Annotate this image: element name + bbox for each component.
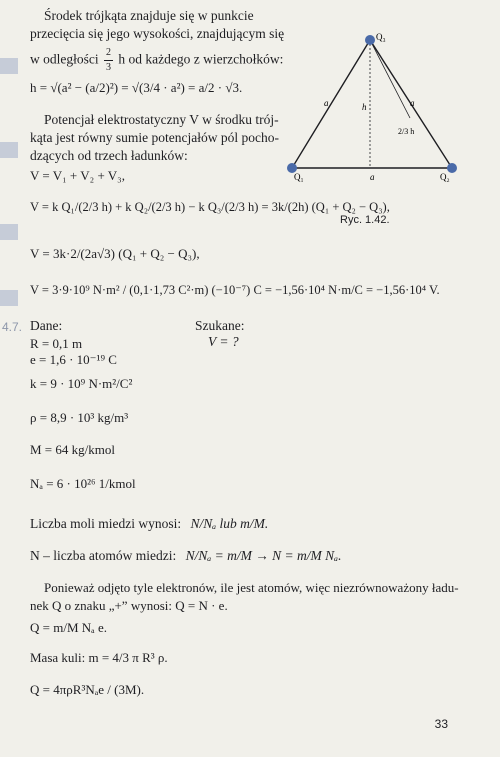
given-rho: ρ = 8,9 · 10³ kg/m³	[30, 410, 129, 425]
atoms-text: N – liczba atomów miedzi:	[30, 548, 177, 563]
dane-label: Dane:	[30, 318, 63, 333]
para2-line-2: nek Q o znaku „+” wynosi: Q = N · e.	[30, 598, 228, 613]
szukane-value: V = ?	[208, 334, 239, 349]
label-a-right: a	[410, 98, 415, 108]
label-two-thirds-h: 2/3 h	[398, 127, 415, 136]
atoms-line	[30, 548, 341, 564]
two-thirds-fraction: $\frac{2}{3}$	[106, 47, 111, 73]
problem-number: 4.7.	[2, 320, 23, 334]
para1-line-2: kąta jest równy sumie potencjałów pól pocho-	[30, 130, 279, 145]
para1-line-1: Potencjał elektrostatyczny V w środku trój-	[44, 112, 279, 127]
label-a-left: a	[324, 98, 329, 108]
intro-line-3-text: w odległości	[30, 51, 99, 67]
given-m: M = 64 kg/kmol	[30, 442, 115, 457]
eq-q-first: Q = m/M Nₐ e.	[30, 620, 107, 635]
edge-marker	[0, 290, 18, 306]
median-line	[370, 40, 410, 118]
para1-line-3: dzących od trzech ładunków:	[30, 148, 188, 163]
edge-marker	[0, 142, 18, 158]
edge-marker	[0, 58, 18, 74]
eq-v-sum: V = V₁ + V₂ + V₃,	[30, 168, 125, 183]
atoms-formula: N/Nₐ = m/M → N = m/M Nₐ.	[185, 548, 342, 563]
intro-line-1: Środek trójkąta znajduje się w punkcie	[44, 8, 254, 23]
mass-formula: Masa kuli: m = 4/3 π R³ ρ.	[30, 650, 168, 665]
given-r: R = 0,1 m	[30, 336, 83, 351]
height-formula: h = √(a² − (a/2)²) = √(3/4 · a²) = a/2 · √3.	[30, 80, 243, 95]
given-k: k = 9 · 10⁹ N·m²/C²	[30, 376, 133, 391]
label-q2: Q₂	[440, 172, 450, 182]
triangle-outline	[292, 40, 452, 168]
figure-caption: Ryc. 1.42.	[340, 214, 390, 226]
page-number: 33	[434, 717, 448, 731]
eq-v-k: V = k Q₁/(2/3 h) + k Q₂/(2/3 h) − k Q₃/(2/3 h) = 3k/(2h) (Q₁ + Q₂ − Q₃),	[30, 200, 390, 214]
moles-formula: N/Nₐ lub m/M.	[190, 516, 269, 531]
eq-v-numeric: V = 3·9·10⁹ N·m² / (0,1·1,73 C²·m) (−10⁻⁷) C = −1,56·10⁴ N·m/C = −1,56·10⁴ V.	[30, 283, 440, 297]
given-na: Nₐ = 6 · 10²⁶ 1/kmol	[30, 476, 136, 491]
label-a-base: a	[370, 172, 375, 182]
intro-line-3-end: h od każdego z wierzchołków:	[118, 51, 284, 67]
eq-v-three: V = 3k·2/(2a√3) (Q₁ + Q₂ − Q₃),	[30, 246, 200, 261]
intro-line-2: przecięcia się jego wysokości, znajdującym się	[30, 26, 285, 41]
label-q1: Q₁	[294, 172, 304, 182]
para2-line-1: Ponieważ odjęto tyle elektronów, ile jest atomów, więc niezrównoważony ładu-	[44, 580, 459, 595]
szukane-label: Szukane:	[195, 318, 245, 333]
triangle-figure	[280, 30, 470, 205]
charge-q3-icon	[365, 35, 375, 45]
label-q3: Q₃	[376, 32, 386, 42]
eq-q-second: Q = 4πρR³Nₐe / (3M).	[30, 682, 145, 697]
intro-line-3	[30, 46, 283, 75]
label-h: h	[362, 102, 367, 112]
moles-text: Liczba moli miedzi wynosi:	[30, 516, 182, 531]
moles-line	[30, 516, 268, 532]
edge-marker	[0, 224, 18, 240]
given-e: e = 1,6 · 10⁻¹⁹ C	[30, 352, 117, 367]
